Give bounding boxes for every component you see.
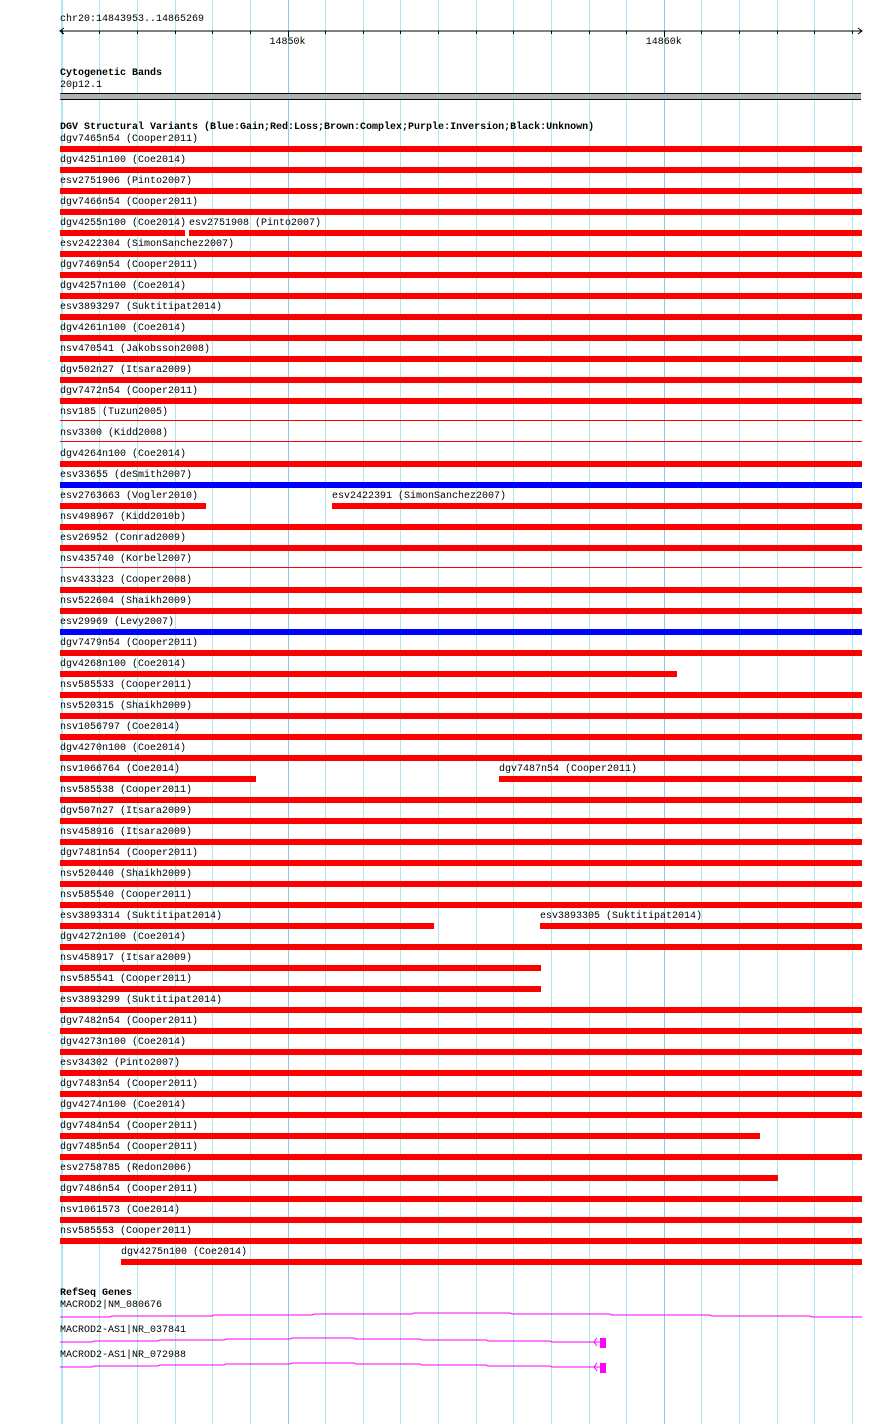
- gene-model[interactable]: [60, 1338, 600, 1342]
- variant-label[interactable]: nsv585533 (Cooper2011): [60, 680, 193, 691]
- variant-label[interactable]: nsv585541 (Cooper2011): [60, 974, 193, 985]
- gene-exon[interactable]: [600, 1363, 606, 1373]
- variant-label[interactable]: dgv4257n100 (Coe2014): [60, 281, 187, 292]
- variant-label[interactable]: nsv1056797 (Coe2014): [60, 722, 181, 733]
- gene-exon[interactable]: [600, 1338, 606, 1348]
- gene-label[interactable]: MACROD2|NM_080676: [60, 1300, 163, 1311]
- variant-label[interactable]: nsv1066764 (Coe2014): [60, 764, 181, 775]
- variant-label[interactable]: nsv3300 (Kidd2008): [60, 428, 169, 439]
- gene-model[interactable]: [60, 1313, 862, 1317]
- variant-label[interactable]: dgv7465n54 (Cooper2011): [60, 134, 199, 145]
- variant-label[interactable]: esv2763663 (Vogler2010): [60, 491, 199, 502]
- variant-label[interactable]: nsv585538 (Cooper2011): [60, 785, 193, 796]
- variant-label[interactable]: esv2751906 (Pinto2007): [60, 176, 193, 187]
- variant-label[interactable]: nsv435740 (Korbel2007): [60, 554, 193, 565]
- variant-label[interactable]: dgv4268n100 (Coe2014): [60, 659, 187, 670]
- ruler-tick-label: 14850k: [269, 37, 306, 48]
- variant-label[interactable]: esv2422391 (SimonSanchez2007): [332, 491, 507, 502]
- variant-label[interactable]: dgv7479n54 (Cooper2011): [60, 638, 199, 649]
- variant-label[interactable]: nsv585540 (Cooper2011): [60, 890, 193, 901]
- variant-label[interactable]: nsv185 (Tuzun2005): [60, 407, 169, 418]
- variant-label[interactable]: dgv7484n54 (Cooper2011): [60, 1121, 199, 1132]
- variant-label[interactable]: dgv7487n54 (Cooper2011): [499, 764, 638, 775]
- variant-label[interactable]: dgv4272n100 (Coe2014): [60, 932, 187, 943]
- variant-label[interactable]: dgv4275n100 (Coe2014): [121, 1247, 248, 1258]
- variant-label[interactable]: dgv4261n100 (Coe2014): [60, 323, 187, 334]
- variant-label[interactable]: dgv7482n54 (Cooper2011): [60, 1016, 199, 1027]
- variant-label[interactable]: nsv1061573 (Coe2014): [60, 1205, 181, 1216]
- variant-label[interactable]: esv2751908 (Pinto2007): [189, 218, 322, 229]
- variant-label[interactable]: dgv4270n100 (Coe2014): [60, 743, 187, 754]
- variant-label[interactable]: dgv502n27 (Itsara2009): [60, 365, 193, 376]
- variant-label[interactable]: esv29969 (Levy2007): [60, 617, 175, 628]
- gene-model[interactable]: [60, 1363, 600, 1367]
- variant-label[interactable]: dgv7486n54 (Cooper2011): [60, 1184, 199, 1195]
- variant-label[interactable]: esv33655 (deSmith2007): [60, 470, 193, 481]
- variant-label[interactable]: esv3893299 (Suktitipat2014): [60, 995, 223, 1006]
- variant-label[interactable]: dgv7469n54 (Cooper2011): [60, 260, 199, 271]
- cytoband-track-title[interactable]: Cytogenetic Bands: [60, 68, 163, 79]
- variant-label[interactable]: nsv520440 (Shaikh2009): [60, 869, 193, 880]
- dgv-track-title[interactable]: DGV Structural Variants (Blue:Gain;Red:Loss;Brown:Complex;Purple:Inversion;Black:Unknown): [60, 122, 595, 133]
- variant-label[interactable]: dgv4251n100 (Coe2014): [60, 155, 187, 166]
- variant-label[interactable]: esv34302 (Pinto2007): [60, 1058, 181, 1069]
- variant-label[interactable]: dgv4255n100 (Coe2014): [60, 218, 187, 229]
- variant-label[interactable]: esv2422304 (SimonSanchez2007): [60, 239, 235, 250]
- variant-label[interactable]: dgv7485n54 (Cooper2011): [60, 1142, 199, 1153]
- refseq-track-title[interactable]: RefSeq Genes: [60, 1288, 133, 1299]
- gene-label[interactable]: MACROD2-AS1|NR_037841: [60, 1325, 187, 1336]
- variant-label[interactable]: dgv7481n54 (Cooper2011): [60, 848, 199, 859]
- variant-label[interactable]: nsv470541 (Jakobsson2008): [60, 344, 211, 355]
- variant-label[interactable]: nsv498967 (Kidd2010b): [60, 512, 187, 523]
- variant-label[interactable]: esv3893297 (Suktitipat2014): [60, 302, 223, 313]
- variant-label[interactable]: dgv7483n54 (Cooper2011): [60, 1079, 199, 1090]
- variant-label[interactable]: nsv458917 (Itsara2009): [60, 953, 193, 964]
- variant-label[interactable]: dgv7472n54 (Cooper2011): [60, 386, 199, 397]
- variant-label[interactable]: dgv507n27 (Itsara2009): [60, 806, 193, 817]
- variant-label[interactable]: esv3893305 (Suktitipat2014): [540, 911, 703, 922]
- variant-label[interactable]: dgv4264n100 (Coe2014): [60, 449, 187, 460]
- region-label: chr20:14843953..14865269: [60, 14, 205, 25]
- cytoband-label: 20p12.1: [60, 80, 103, 91]
- gene-label[interactable]: MACROD2-AS1|NR_072988: [60, 1350, 187, 1361]
- variant-label[interactable]: nsv520315 (Shaikh2009): [60, 701, 193, 712]
- variant-label[interactable]: esv26952 (Conrad2009): [60, 533, 187, 544]
- variant-label[interactable]: esv2758785 (Redon2006): [60, 1163, 193, 1174]
- variant-label[interactable]: nsv433323 (Cooper2008): [60, 575, 193, 586]
- variant-label[interactable]: nsv522604 (Shaikh2009): [60, 596, 193, 607]
- variant-label[interactable]: nsv458916 (Itsara2009): [60, 827, 193, 838]
- ruler-tick-label: 14860k: [645, 37, 682, 48]
- variant-label[interactable]: dgv7466n54 (Cooper2011): [60, 197, 199, 208]
- variant-label[interactable]: dgv4274n100 (Coe2014): [60, 1100, 187, 1111]
- variant-label[interactable]: esv3893314 (Suktitipat2014): [60, 911, 223, 922]
- variant-label[interactable]: nsv585553 (Cooper2011): [60, 1226, 193, 1237]
- variant-label[interactable]: dgv4273n100 (Coe2014): [60, 1037, 187, 1048]
